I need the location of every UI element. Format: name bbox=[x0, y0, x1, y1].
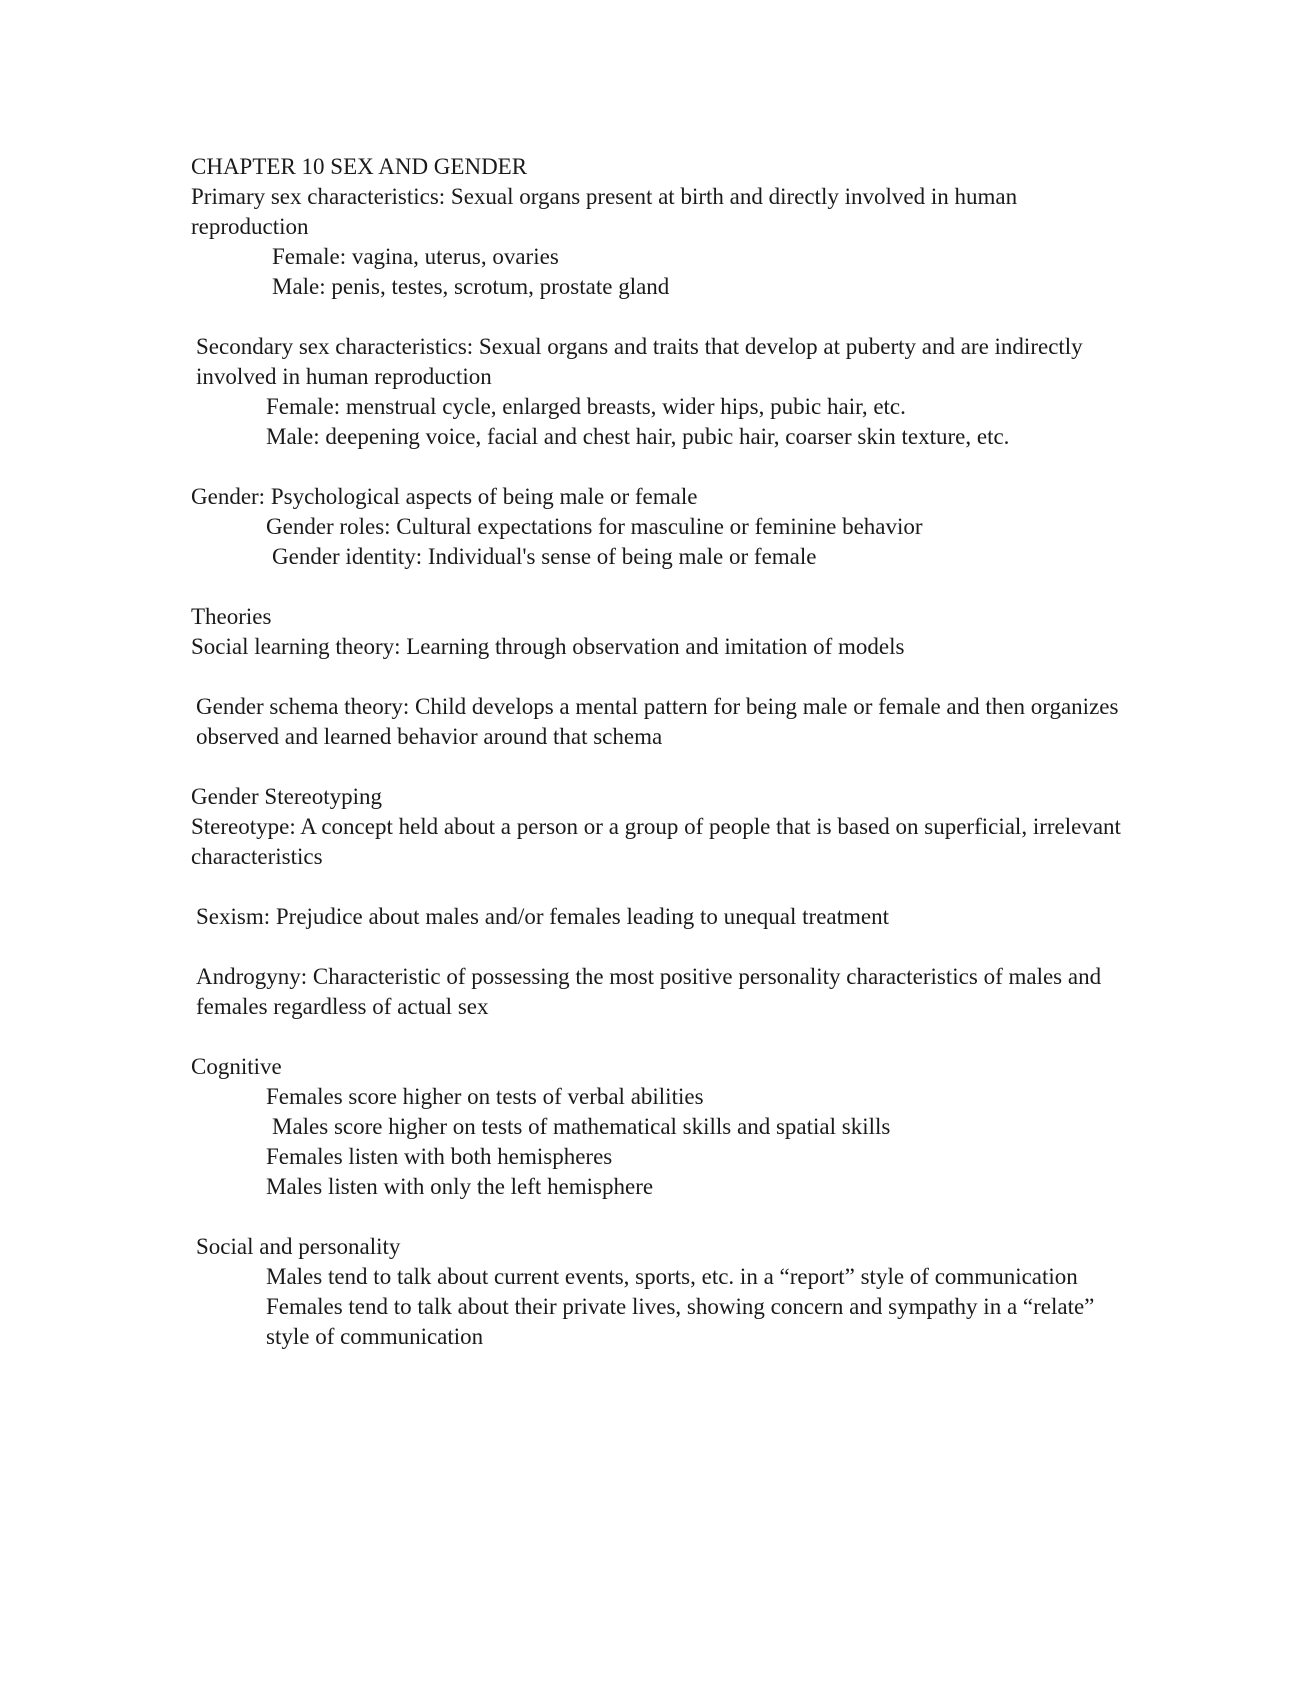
cognitive-item: Females score higher on tests of verbal abilities bbox=[266, 1084, 704, 1109]
chapter-title: CHAPTER 10 SEX AND GENDER bbox=[191, 154, 528, 179]
primary-female: Female: vagina, uterus, ovaries bbox=[272, 244, 559, 269]
stereotype-definition: Stereotype: A concept held about a person or a group of people that is based on superficial, irrelevant characteristics bbox=[191, 814, 1121, 869]
cognitive-item: Males listen with only the left hemisphere bbox=[266, 1174, 654, 1199]
social-learning-theory: Social learning theory: Learning through observation and imitation of models bbox=[191, 634, 905, 659]
androgyny-definition: Androgyny: Characteristic of possessing the most positive personality characteristics of males and females regardless of actual sex bbox=[196, 964, 1102, 1019]
theories-heading: Theories bbox=[191, 604, 272, 629]
secondary-female: Female: menstrual cycle, enlarged breasts, wider hips, pubic hair, etc. bbox=[266, 394, 906, 419]
stereotyping-heading: Gender Stereotyping bbox=[191, 784, 382, 809]
primary-definition: Primary sex characteristics: Sexual organs present at birth and directly involved in human reproduction bbox=[191, 184, 1018, 239]
cognitive-heading: Cognitive bbox=[191, 1054, 282, 1079]
gender-identity: Gender identity: Individual's sense of being male or female bbox=[272, 544, 817, 569]
gender-schema-theory: Gender schema theory: Child develops a mental pattern for being male or female and then organizes observed and learned behavior around that schema bbox=[196, 694, 1119, 749]
cognitive-item: Males score higher on tests of mathematical skills and spatial skills bbox=[272, 1114, 891, 1139]
document-body bbox=[191, 152, 1121, 1352]
sexism-definition: Sexism: Prejudice about males and/or females leading to unequal treatment bbox=[196, 904, 889, 929]
primary-male: Male: penis, testes, scrotum, prostate gland bbox=[272, 274, 670, 299]
gender-definition: Gender: Psychological aspects of being male or female bbox=[191, 484, 698, 509]
cognitive-item: Females listen with both hemispheres bbox=[266, 1144, 613, 1169]
secondary-male: Male: deepening voice, facial and chest hair, pubic hair, coarser skin texture, etc. bbox=[266, 424, 1010, 449]
secondary-definition: Secondary sex characteristics: Sexual organs and traits that develop at puberty and are indirectly involved in human reproduction bbox=[196, 334, 1083, 389]
social-heading: Social and personality bbox=[196, 1234, 401, 1259]
social-item: Females tend to talk about their private lives, showing concern and sympathy in a “relate” style of communication bbox=[266, 1294, 1095, 1349]
social-item: Males tend to talk about current events, sports, etc. in a “report” style of communication bbox=[266, 1264, 1078, 1289]
gender-roles: Gender roles: Cultural expectations for masculine or feminine behavior bbox=[266, 514, 923, 539]
